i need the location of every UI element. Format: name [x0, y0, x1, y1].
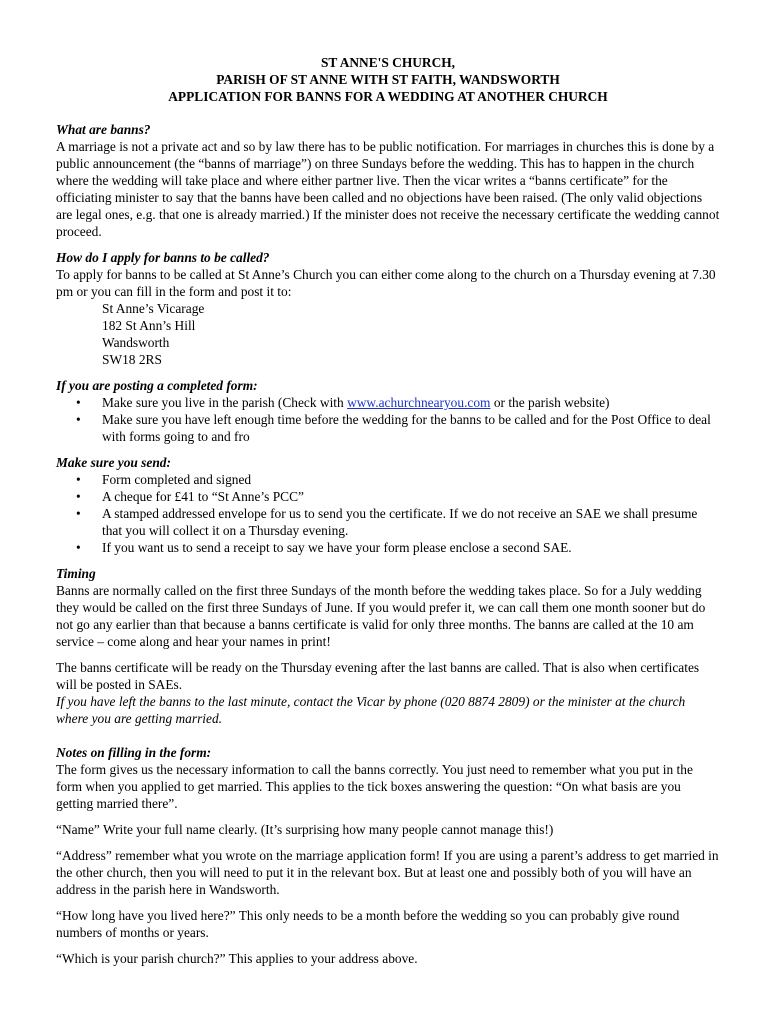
notes-paragraph: “Name” Write your full name clearly. (It’s surprising how many people cannot manage this!) [56, 822, 554, 837]
send-checklist [56, 471, 720, 556]
section-make-sure-you-send [56, 454, 720, 556]
notes-paragraph: “Which is your parish church?” This applies to your address above. [56, 951, 418, 966]
application-title: APPLICATION FOR BANNS FOR A WEDDING AT ANOTHER CHURCH [168, 89, 608, 104]
list-item [56, 411, 720, 445]
list-item [56, 471, 720, 488]
achurchnearyou-link[interactable]: www.achurchnearyou.com [347, 395, 491, 410]
list-item-text: Make sure you live in the parish (Check with [102, 395, 348, 410]
list-item [56, 394, 720, 411]
timing-paragraph: The banns certificate will be ready on the Thursday evening after the last banns are called. That is also when certificates will be posted in SAEs. [56, 660, 700, 692]
bullet-icon: • [76, 395, 81, 410]
church-name-title: ST ANNE'S CHURCH, [320, 55, 456, 70]
notes-paragraph: “How long have you lived here?” This only needs to be a month before the wedding so you can probably give round numbers of months or years. [56, 908, 680, 940]
section-heading: What are banns? [56, 122, 151, 137]
list-item [56, 539, 720, 556]
bullet-icon: • [76, 540, 81, 555]
list-item-text: A cheque for £41 to “St Anne’s PCC” [102, 489, 304, 504]
address-line: SW18 2RS [102, 352, 162, 367]
list-item-text: Form completed and signed [102, 472, 252, 487]
timing-contact-note: If you have left the banns to the last minute, contact the Vicar by phone (020 8874 2809) or the minister at the church where you are getting married. [56, 694, 686, 726]
bullet-icon: • [76, 472, 81, 487]
section-body: To apply for banns to be called at St Anne’s Church you can either come along to the church on a Thursday evening at 7.30 pm or you can fill in the form and post it to: [56, 267, 716, 299]
section-heading: How do I apply for banns to be called? [56, 250, 270, 265]
section-timing [56, 565, 720, 727]
parish-name-title: PARISH OF ST ANNE WITH ST FAITH, WANDSWORTH [216, 72, 560, 87]
list-item-text: Make sure you have left enough time before the wedding for the banns to be called and for the Post Office to deal with forms going to and fro [102, 412, 711, 444]
address-line: 182 St Ann’s Hill [102, 318, 196, 333]
section-heading: Notes on filling in the form: [56, 745, 212, 760]
list-item-text: or the parish website) [490, 395, 610, 410]
address-line: Wandsworth [102, 335, 170, 350]
section-notes-on-form [56, 744, 720, 967]
document-title-block [56, 54, 720, 105]
section-how-to-apply [56, 249, 720, 368]
bullet-icon: • [76, 412, 81, 427]
section-heading: Timing [56, 566, 96, 581]
address-line: St Anne’s Vicarage [102, 301, 205, 316]
posting-checklist [56, 394, 720, 445]
postal-address [56, 300, 720, 368]
list-item [56, 505, 720, 539]
bullet-icon: • [76, 489, 81, 504]
list-item-text: If you want us to send a receipt to say we have your form please enclose a second SAE. [102, 540, 572, 555]
section-heading: If you are posting a completed form: [56, 378, 258, 393]
document-page [56, 54, 720, 976]
section-heading: Make sure you send: [56, 455, 171, 470]
section-posting-form [56, 377, 720, 445]
list-item [56, 488, 720, 505]
timing-paragraph: Banns are normally called on the first three Sundays of the month before the wedding takes place. So for a July wedding they would be called on the first three Sundays of June. If you would prefer it, we can call them one month sooner but do not go any earlier than that because a banns certificate is valid for only three months. The banns are called at the 10 am service – come along and hear your names in print! [56, 583, 706, 649]
section-body: A marriage is not a private act and so by law there has to be public notification. For marriages in churches this is done by a public announcement (the “banns of marriage”) on three Sundays before the wedding. This has to happen in the church where the wedding will take place and where either partner live. Then the vicar writes a “banns certificate” for the officiating minister to say that the banns have been called and no objections have been raised. (The only valid objections are legal ones, e.g. that one is already married.) If the minister does not receive the necessary certificate the wedding cannot proceed. [56, 139, 720, 239]
list-item-text: A stamped addressed envelope for us to send you the certificate. If we do not receive an SAE we shall presume that you will collect it on a Thursday evening. [102, 506, 698, 538]
notes-paragraph: “Address” remember what you wrote on the marriage application form! If you are using a parent’s address to get married in the other church, then you will need to put it in the relevant box. But at least one and possibly both of you will have an address in the parish here in Wandsworth. [56, 848, 719, 897]
bullet-icon: • [76, 506, 81, 521]
notes-paragraph: The form gives us the necessary information to call the banns correctly. You just need to remember what you put in the form when you applied to get married. This applies to the tick boxes answering the question: “On what basis are you getting married there”. [56, 762, 693, 811]
section-what-are-banns [56, 121, 720, 240]
